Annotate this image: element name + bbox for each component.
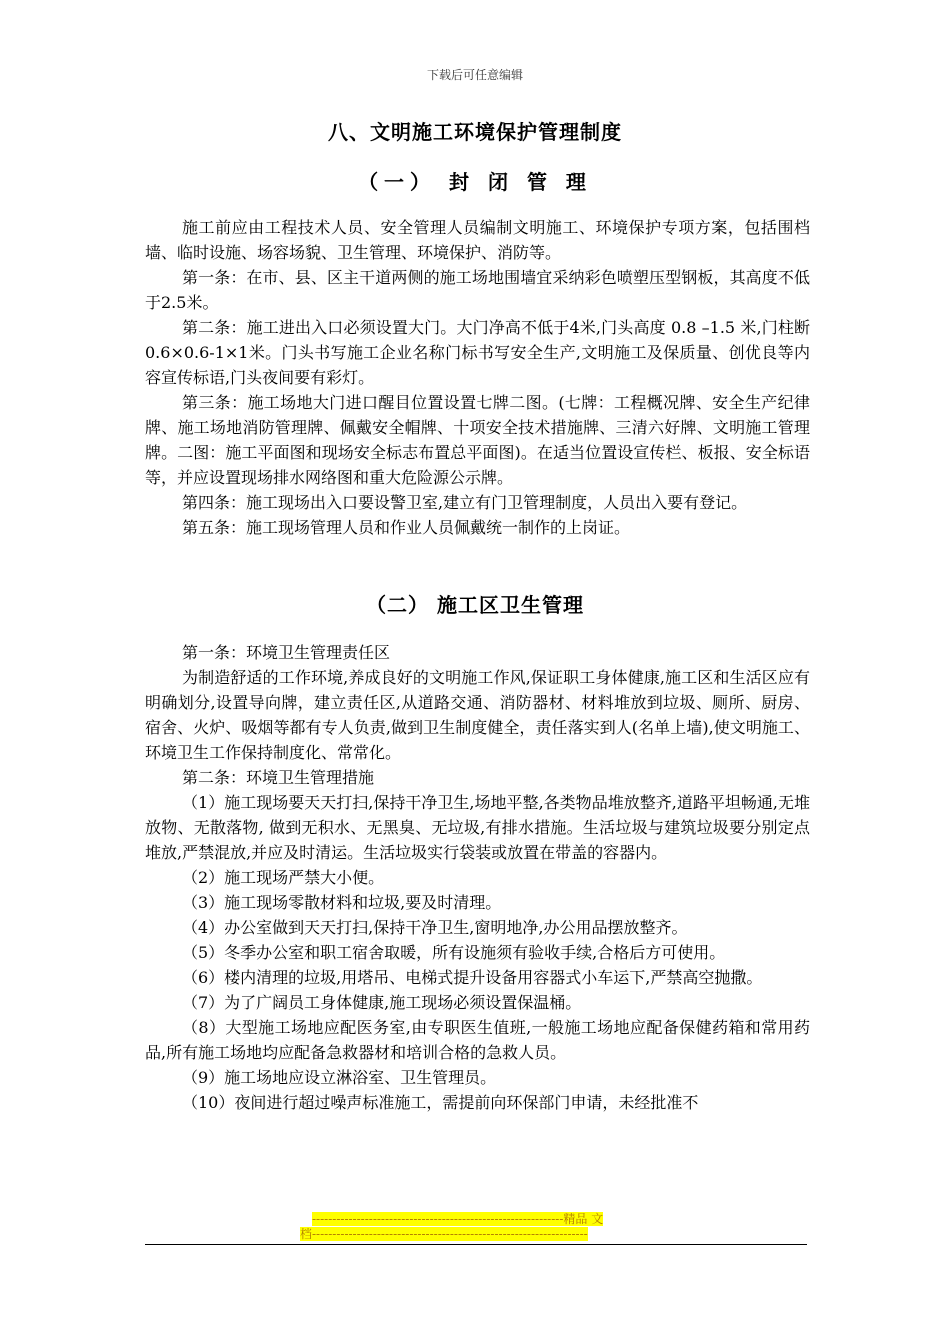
section-heading-hygiene: （二） 施工区卫生管理	[366, 593, 584, 617]
paragraph: 第二条：环境卫生管理措施	[182, 768, 375, 787]
paragraph: 施工前应由工程技术人员、安全管理人员编制文明施工、环境保护专项方案，包括围档墙、临时设施、场容场貌、卫生管理、环境保护、消防等。	[145, 218, 810, 262]
paragraph: 第四条：施工现场出入口要设警卫室,建立有门卫管理制度，人员出入要有登记。	[182, 493, 748, 512]
section-body-enclosure	[145, 215, 810, 540]
paragraph: 第五条：施工现场管理人员和作业人员佩戴统一制作的上岗证。	[182, 518, 631, 537]
document-title: 八、文明施工环境保护管理制度	[328, 120, 622, 144]
paragraph: （1）施工现场要天天打扫,保持干净卫生,场地平整,各类物品堆放整齐,道路平坦畅通,无堆放物、无散落物, 做到无积水、无黑臭、无垃圾,有排水措施。生活垃圾与建筑垃圾要分别定点堆放,严禁混放,并应及时清运。生活垃圾实行袋装或放置在带盖的容器内。	[145, 793, 810, 862]
paragraph: （4）办公室做到天天打扫,保持干净卫生,窗明地净,办公用品摆放整齐。	[182, 918, 688, 937]
paragraph: 第二条：施工进出入口必须设置大门。大门净高不低于4米,门头高度 0.8 –1.5 米,门柱断0.6×0.6-1×1米。门头书写施工企业名称门标书写安全生产,文明施工及保质量、创优良等内容宣传标语,门头夜间要有彩灯。	[145, 318, 810, 387]
footer-line-2: 档--------------------------------------------------------------------	[300, 1227, 588, 1241]
paragraph: （10）夜间进行超过噪声标准施工，需提前向环保部门申请，未经批准不	[182, 1093, 699, 1112]
section-body-hygiene	[145, 640, 810, 1115]
footer-watermark	[300, 1212, 650, 1242]
paragraph: （6）楼内清理的垃圾,用塔吊、电梯式提升设备用容器式小车运下,严禁高空抛撒。	[182, 968, 763, 987]
section-heading-enclosure: （一） 封 闭 管 理	[358, 170, 592, 194]
paragraph: （5）冬季办公室和职工宿舍取暖，所有设施须有验收手续,合格后方可使用。	[182, 943, 726, 962]
paragraph: （3）施工现场零散材料和垃圾,要及时清理。	[182, 893, 502, 912]
footer-divider	[145, 1244, 807, 1245]
paragraph: （9）施工场地应设立淋浴室、卫生管理员。	[182, 1068, 497, 1087]
paragraph: 第三条：施工场地大门进口醒目位置设置七牌二图。(七牌：工程概况牌、安全生产纪律牌、施工场地消防管理牌、佩戴安全帽牌、十项安全技术措施牌、三清六好牌、文明施工管理牌。二图：施工平面图和现场安全标志布置总平面图)。在适当位置设宣传栏、板报、安全标语等，并应设置现场排水网络图和重大危险源公示牌。	[145, 393, 810, 487]
paragraph: 第一条：在市、县、区主干道两侧的施工场地围墙宜采纳彩色喷塑压型钢板，其高度不低于2.5米。	[145, 268, 810, 312]
paragraph: 第一条：环境卫生管理责任区	[182, 643, 391, 662]
paragraph: （2）施工现场严禁大小便。	[182, 868, 385, 887]
header-note: 下载后可任意编辑	[426, 68, 523, 82]
paragraph: （8）大型施工场地应配医务室,由专职医生值班,一般施工场地应配备保健药箱和常用药品,所有施工场地均应配备急救器材和培训合格的急救人员。	[145, 1018, 810, 1062]
paragraph: 为制造舒适的工作环境,养成良好的文明施工作风,保证职工身体健康,施工区和生活区应有明确划分,设置导向牌，建立责任区,从道路交通、消防器材、材料堆放到垃圾、厕所、厨房、宿舍、火炉、吸烟等都有专人负责,做到卫生制度健全，责任落实到人(名单上墙),使文明施工、环境卫生工作保持制度化、常常化。	[145, 668, 810, 762]
footer-line-1: --------------------------------------------------------------精品 文	[312, 1212, 604, 1226]
paragraph: （7）为了广阔员工身体健康,施工现场必须设置保温桶。	[182, 993, 582, 1012]
